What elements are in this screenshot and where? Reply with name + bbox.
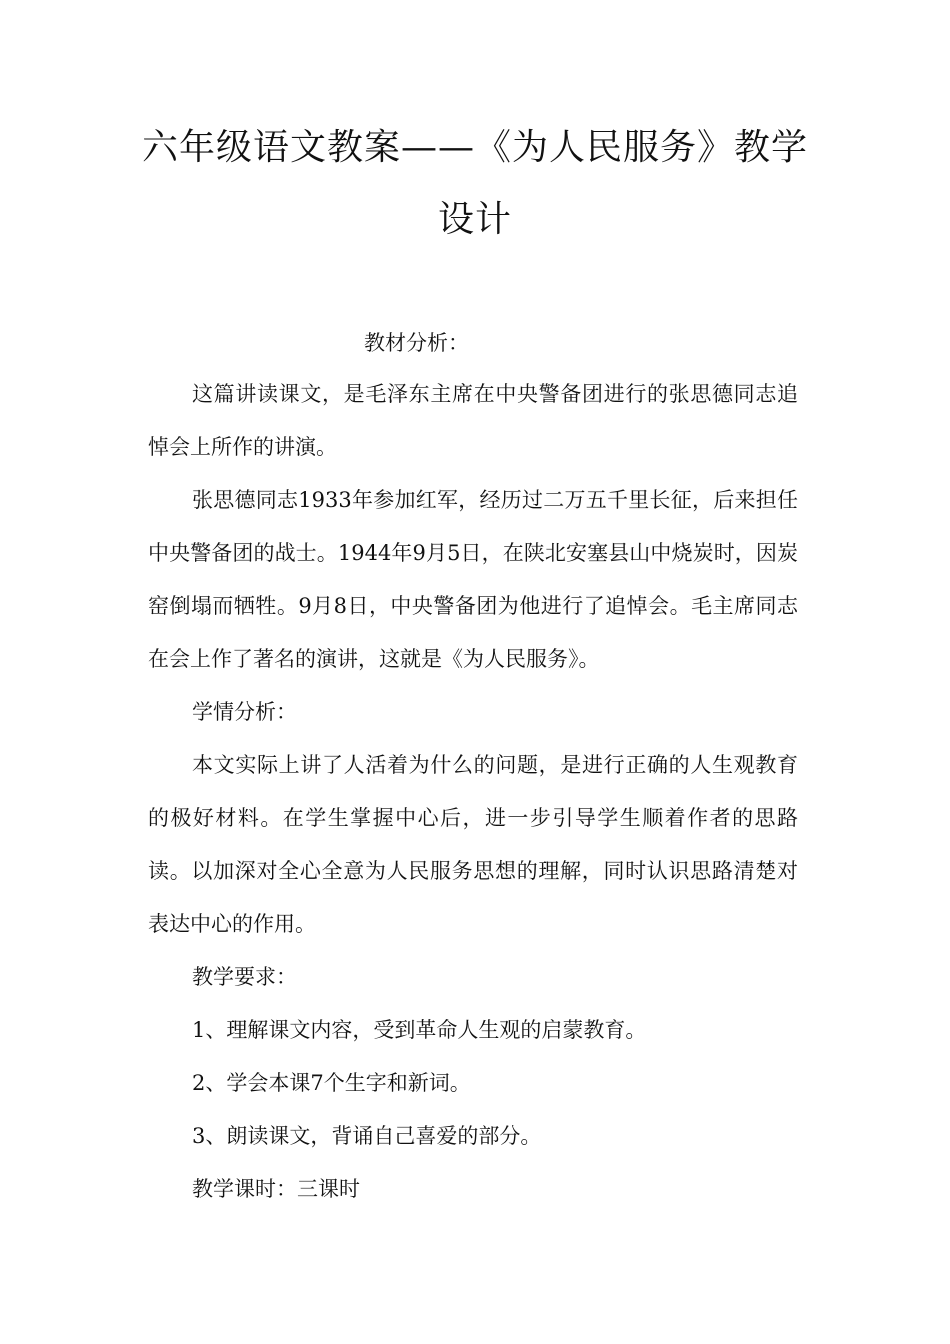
requirements-heading: 教学要求： bbox=[192, 965, 297, 989]
requirement-item-2: 2、学会本课7个生字和新词。 bbox=[192, 1071, 471, 1095]
teaching-hours: 教学课时：三课时 bbox=[192, 1177, 360, 1201]
material-paragraph-1: 这篇讲读课文，是毛泽东主席在中央警备团进行的张思德同志追悼会上所作的讲演。 bbox=[148, 382, 798, 459]
material-paragraph-2: 张思德同志1933年参加红军，经历过二万五千里长征，后来担任中央警备团的战士。1944年9月5日，在陕北安塞县山中烧炭时，因炭窑倒塌而牺牲。9月8日，中央警备团为他进行了追悼会。毛主席同志在会上作了著名的演讲，这就是《为人民服务》。 bbox=[148, 488, 798, 671]
material-analysis-heading: 教材分析： bbox=[364, 331, 469, 355]
requirement-item-3: 3、朗读课文，背诵自己喜爱的部分。 bbox=[192, 1124, 542, 1148]
student-analysis-heading: 学情分析： bbox=[192, 700, 297, 724]
document-body bbox=[148, 368, 798, 1216]
requirement-item-1: 1、理解课文内容，受到革命人生观的启蒙教育。 bbox=[192, 1018, 647, 1042]
student-analysis-paragraph: 本文实际上讲了人活着为什么的问题，是进行正确的人生观教育的极好材料。在学生掌握中心后，进一步引导学生顺着作者的思路读。以加深对全心全意为人民服务思想的理解，同时认识思路清楚对表达中心的作用。 bbox=[148, 753, 798, 936]
document-title: 六年级语文教案——《为人民服务》教学设计 bbox=[141, 127, 808, 240]
